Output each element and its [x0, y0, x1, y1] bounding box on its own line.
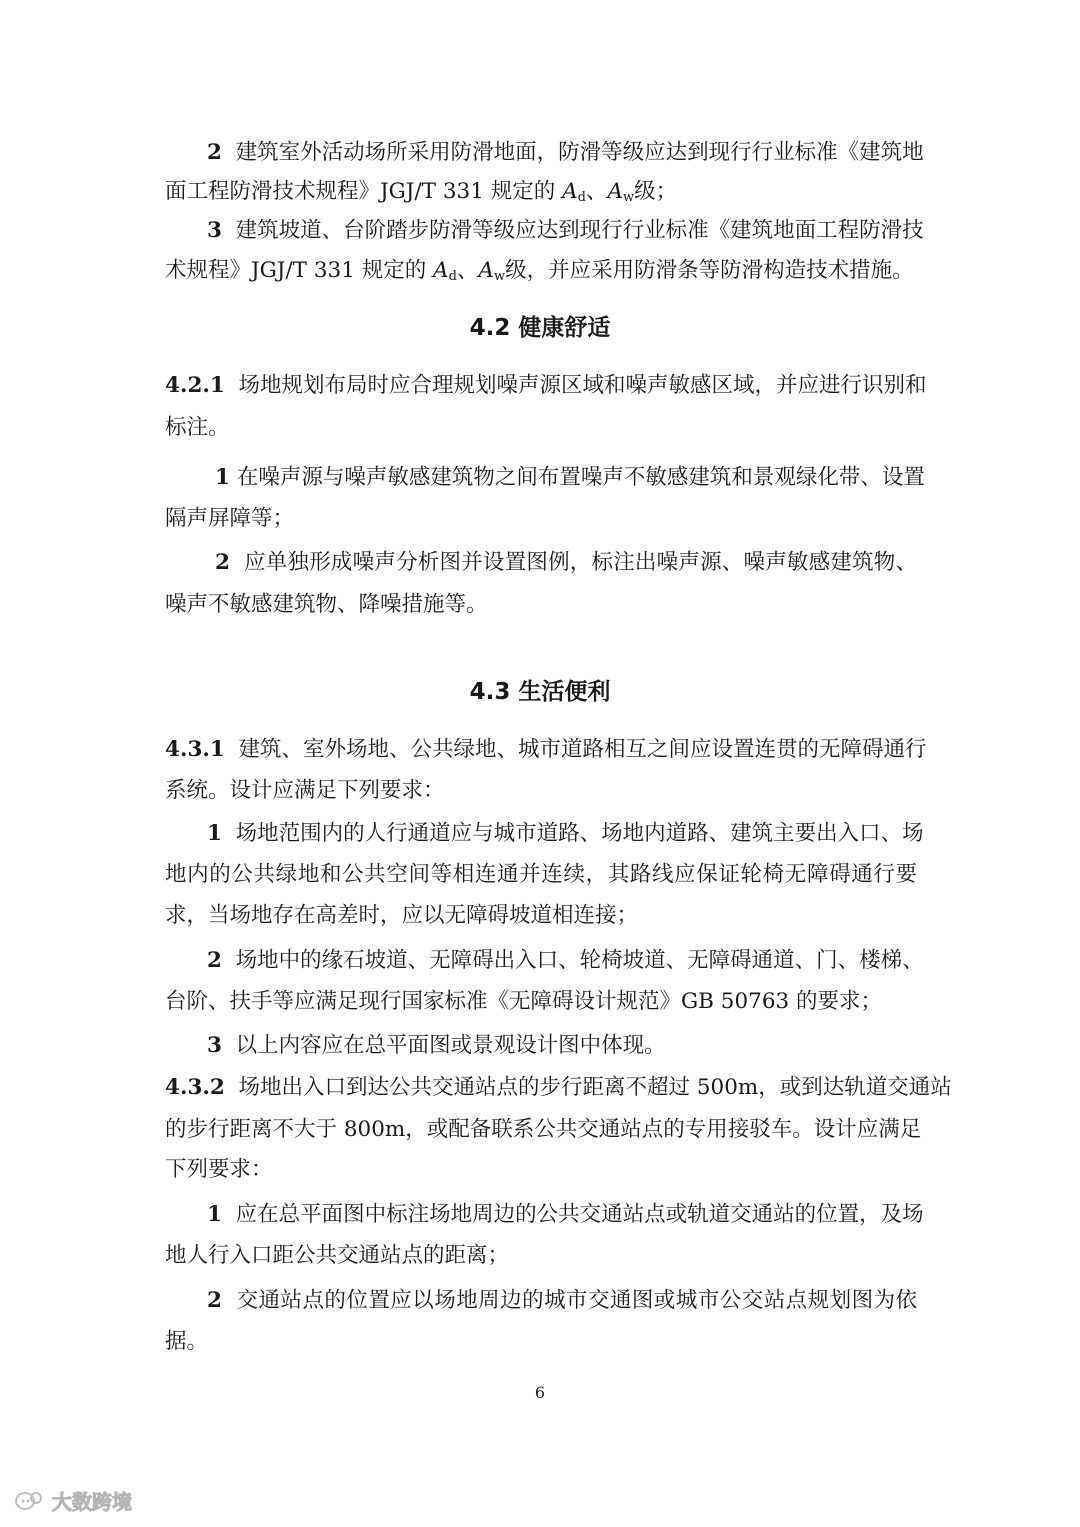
section-heading-4-2: 4.2 健康舒适 [469, 315, 611, 341]
item-2-line-1: 2 建筑室外活动场所采用防滑地面，防滑等级应达到现行行业标准《建筑地 [207, 140, 924, 165]
page-number: 6 [534, 1383, 546, 1402]
clause-4-3-1-item-1-line-1: 1 场地范围内的人行通道应与城市道路、场地内道路、建筑主要出入口、场 [207, 821, 924, 846]
item-2-line-2: 面工程防滑技术规程》JGJ/T 331 规定的 $A_d$、$A_w$级； [165, 179, 678, 205]
clause-4-3-2-item-2-line-1: 2 交通站点的位置应以场地周边的城市交通图或城市公交站点规划图为依 [207, 1288, 917, 1313]
watermark-logo-icon [14, 1490, 46, 1512]
clause-4-3-1-item-2-line-2: 台阶、扶手等应满足现行国家标准《无障碍设计规范》GB 50763 的要求； [165, 989, 883, 1014]
clause-4-3-1-item-3: 3 以上内容应在总平面图或景观设计图中体现。 [207, 1033, 666, 1058]
clause-4-3-2-line-1: 4.3.2 场地出入口到达公共交通站点的步行距离不超过 500m，或到达轨道交通站 [165, 1075, 952, 1100]
clause-4-3-2-item-2-line-2: 据。 [165, 1329, 209, 1354]
watermark-text: 大数跨境 [52, 1490, 132, 1514]
item-3-line-2: 术规程》JGJ/T 331 规定的 $A_d$、$A_w$级，并应采用防滑条等防滑构造技术措施。 [165, 258, 914, 284]
clause-4-3-2-line-2: 的步行距离不大于 800m，或配备联系公共交通站点的专用接驳车。设计应满足 [165, 1117, 922, 1142]
clause-4-3-1-item-1-line-2: 地内的公共绿地和公共空间等相连通并连续，其路线应保证轮椅无障碍通行要 [165, 862, 917, 887]
item-3-line-1: 3 建筑坡道、台阶踏步防滑等级应达到现行行业标准《建筑地面工程防滑技 [207, 218, 924, 243]
clause-4-2-1-item-2-line-1: 2 应单独形成噪声分析图并设置图例，标注出噪声源、噪声敏感建筑物、 [215, 550, 917, 575]
clause-4-2-1-line-2: 标注。 [165, 415, 230, 440]
clause-4-3-2-line-3: 下列要求： [165, 1157, 273, 1182]
clause-4-3-1-item-2-line-1: 2 场地中的缘石坡道、无障碍出入口、轮椅坡道、无障碍通道、门、楼梯、 [207, 948, 924, 973]
clause-4-3-2-item-1-line-2: 地人行入口距公共交通站点的距离； [165, 1243, 510, 1268]
watermark [14, 1486, 132, 1515]
clause-4-2-1-line-1: 4.2.1 场地规划布局时应合理规划噪声源区域和噪声敏感区域，并应进行识别和 [165, 373, 927, 398]
clause-4-3-1-line-2: 系统。设计应满足下列要求： [165, 778, 445, 803]
clause-4-2-1-item-2-line-2: 噪声不敏感建筑物、降噪措施等。 [165, 592, 488, 617]
clause-4-2-1-item-1-line-2: 隔声屏障等； [165, 506, 295, 531]
clause-4-2-1-item-1-line-1: 1 在噪声源与噪声敏感建筑物之间布置噪声不敏感建筑和景观绿化带、设置 [215, 465, 925, 490]
clause-4-3-2-item-1-line-1: 1 应在总平面图中标注场地周边的公共交通站点或轨道交通站的位置，及场 [207, 1202, 924, 1227]
clause-4-3-1-item-1-line-3: 求，当场地存在高差时，应以无障碍坡道相连接； [165, 903, 639, 928]
section-heading-4-3: 4.3 生活便利 [469, 679, 611, 705]
clause-4-3-1-line-1: 4.3.1 建筑、室外场地、公共绿地、城市道路相互之间应设置连贯的无障碍通行 [165, 737, 927, 762]
